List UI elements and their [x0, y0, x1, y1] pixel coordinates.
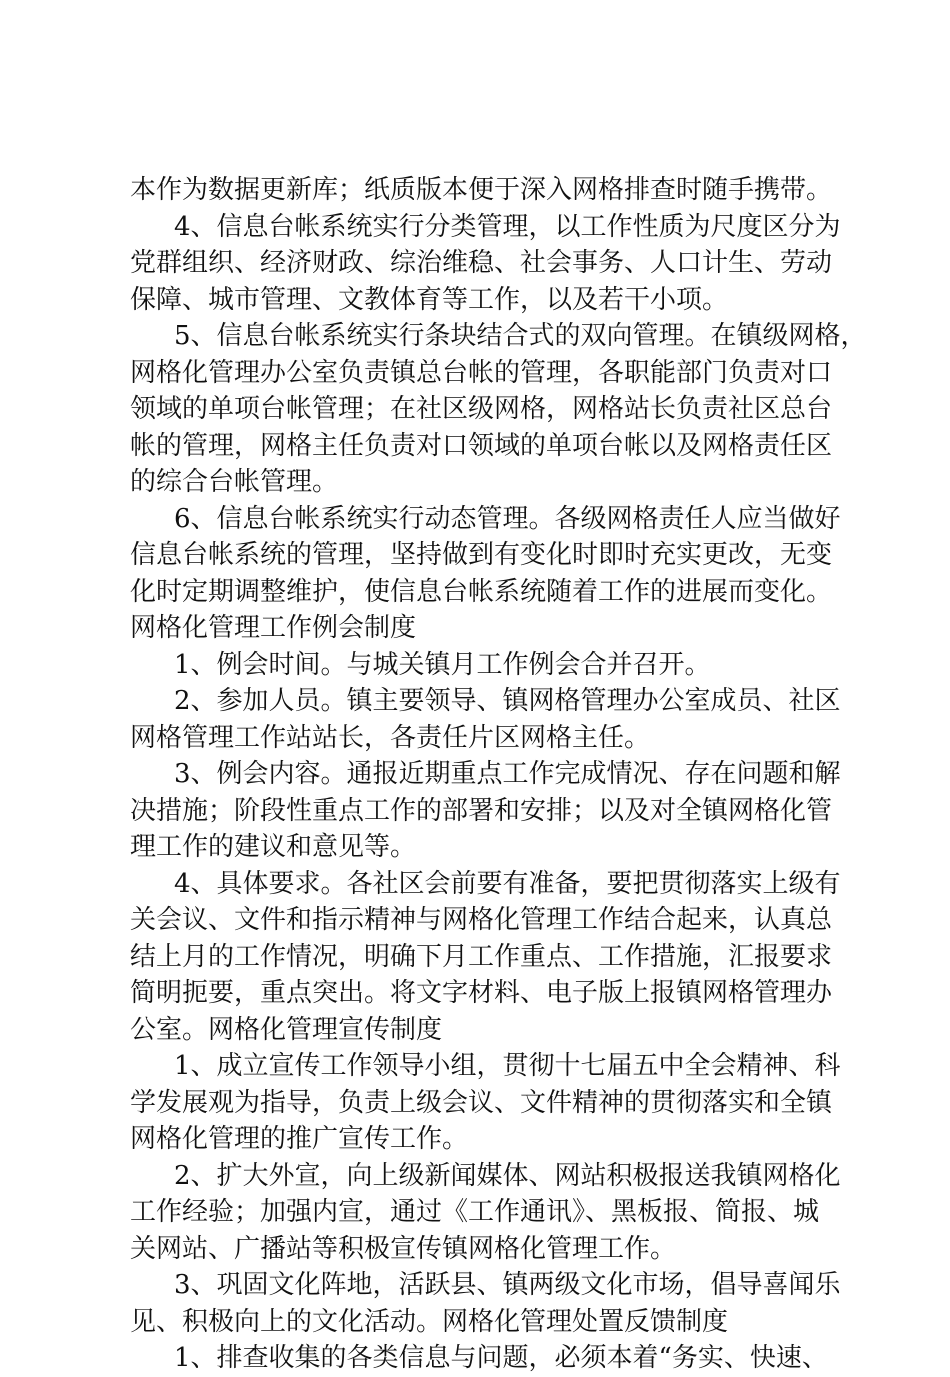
- text-line-25: 1、成立宣传工作领导小组，贯彻十七届五中全会精神、科: [174, 1051, 841, 1081]
- text-line-14: 1、例会时间。与城关镇月工作例会合并召开。: [174, 649, 711, 680]
- document-body: [130, 172, 867, 1377]
- text-line-19: 理工作的建议和意见等。: [130, 832, 417, 862]
- text-line-6: 网格化管理办公室负责镇总台帐的管理，各职能部门负责对口: [130, 357, 833, 388]
- text-line-32: 见、积极向上的文化活动。网格化管理处置反馈制度: [130, 1306, 729, 1337]
- text-line-12: 化时定期调整维护，使信息台帐系统随着工作的进展而变化。: [130, 576, 833, 607]
- text-line-24: 公室。网格化管理宣传制度: [130, 1014, 443, 1045]
- text-line-26: 学发展观为指导，负责上级会议、文件精神的贯彻落实和全镇: [130, 1087, 833, 1118]
- section-heading-meeting: 网格化管理工作例会制度: [130, 613, 417, 643]
- text-line-30: 关网站、广播站等积极宣传镇网格化管理工作。: [130, 1233, 677, 1264]
- text-line-22: 结上月的工作情况，明确下月工作重点、工作措施，汇报要求: [130, 941, 833, 972]
- text-line-7: 领域的单项台帐管理；在社区级网格，网格站长负责社区总台: [130, 394, 833, 424]
- text-line-31: 3、巩固文化阵地，活跃县、镇两级文化市场，倡导喜闻乐: [174, 1270, 841, 1300]
- text-line-23: 简明扼要，重点突出。将文字材料、电子版上报镇网格管理办: [130, 978, 833, 1008]
- text-line-27: 网格化管理的推广宣传工作。: [130, 1124, 469, 1154]
- text-line-10: 6、信息台帐系统实行动态管理。各级网格责任人应当做好: [174, 503, 841, 534]
- text-line-28: 2、扩大外宣，向上级新闻媒体、网站积极报送我镇网格化: [174, 1160, 841, 1191]
- text-line-2: 4、信息台帐系统实行分类管理，以工作性质为尺度区分为: [174, 211, 841, 242]
- text-line-1: 本作为数据更新库；纸质版本便于深入网格排查时随手携带。: [130, 175, 833, 205]
- text-line-17: 3、例会内容。通报近期重点工作完成情况、存在问题和解: [174, 759, 841, 789]
- text-line-9: 的综合台帐管理。: [130, 467, 339, 497]
- text-line-21: 关会议、文件和指示精神与网格化管理工作结合起来，认真总: [130, 905, 833, 935]
- text-line-16: 网格管理工作站站长，各责任片区网格主任。: [130, 722, 651, 753]
- text-line-8: 帐的管理，网格主任负责对口领域的单项台帐以及网格责任区: [130, 430, 833, 461]
- text-line-15: 2、参加人员。镇主要领导、镇网格管理办公室成员、社区: [174, 686, 841, 716]
- text-line-18: 决措施；阶段性重点工作的部署和安排；以及对全镇网格化管: [130, 795, 833, 826]
- text-line-11: 信息台帐系统的管理，坚持做到有变化时即时充实更改，无变: [130, 540, 833, 570]
- text-line-20: 4、具体要求。各社区会前要有准备，要把贯彻落实上级有: [174, 868, 841, 899]
- text-line-3: 党群组织、经济财政、综治维稳、社会事务、人口计生、劳动: [130, 248, 833, 278]
- text-line-29: 工作经验；加强内宣，通过《工作通讯》、黑板报、简报、城: [130, 1197, 820, 1227]
- text-line-4: 保障、城市管理、文教体育等工作，以及若干小项。: [130, 284, 729, 315]
- text-line-5: 5、信息台帐系统实行条块结合式的双向管理。在镇级网格，: [174, 321, 867, 351]
- text-line-33: 1、排查收集的各类信息与问题，必须本着“务实、快速、: [174, 1343, 828, 1373]
